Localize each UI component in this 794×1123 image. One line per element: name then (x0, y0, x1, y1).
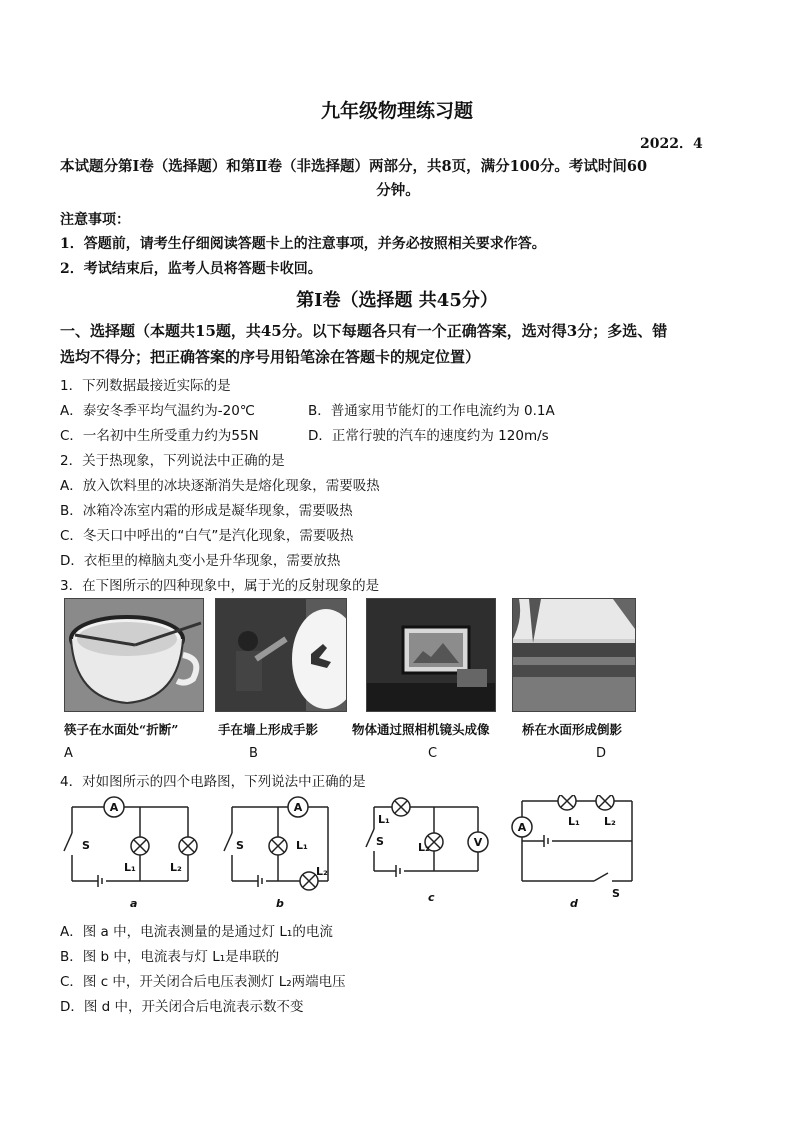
q2-option-d: D．衣柜里的樟脑丸变小是升华现象，需要放热 (60, 553, 341, 569)
circuit-d (512, 795, 632, 881)
q3-stem: 3．在下图所示的四种现象中，属于光的反射现象的是 (60, 578, 380, 594)
q4-circuit-diagrams (60, 795, 660, 915)
label-ammeter-d: A (517, 821, 527, 834)
photo-bridge-reflection (512, 598, 636, 712)
label-lamp1-a: L₁ (124, 861, 136, 874)
q4-option-c: C．图 c 中，开关闭合后电压表测灯 L₂两端电压 (60, 974, 346, 990)
q3-letter-a: A (64, 746, 73, 761)
label-switch-a: S (82, 839, 90, 852)
page-title: 九年级物理练习题 (320, 100, 473, 122)
photo-chopsticks-in-cup (64, 598, 204, 712)
intro-line-1: 本试题分第Ⅰ卷（选择题）和第Ⅱ卷（非选择题）两部分，共8页，满分100分。考试时间60 (60, 158, 648, 175)
q3-letter-d: D (596, 746, 607, 761)
intro-line-2: 分钟。 (376, 182, 420, 199)
notes-heading: 注意事项： (60, 212, 130, 228)
lamp-icon (558, 795, 576, 810)
q4-option-d: D．图 d 中，开关闭合后电流表示数不变 (60, 999, 304, 1015)
q3-caption-b: 手在墙上形成手影 (218, 722, 319, 737)
q2-stem: 2．关于热现象，下列说法中正确的是 (60, 453, 285, 469)
q4-stem: 4．对如图所示的四个电路图，下列说法中正确的是 (60, 774, 366, 790)
q3-letter-c: C (428, 746, 438, 761)
q4-option-a: A．图 a 中，电流表测量的是通过灯 L₁的电流 (60, 924, 333, 940)
q3-caption-a: 筷子在水面处“折断” (64, 722, 179, 737)
section-title: 第Ⅰ卷（选择题 共45分） (296, 290, 498, 311)
label-switch-c: S (376, 835, 384, 848)
part1-line-2: 选均不得分；把正确答案的序号用铅笔涂在答题卡的规定位置） (60, 348, 481, 366)
q3-caption-c: 物体通过照相机镜头成像 (352, 722, 490, 737)
note-1: 1．答题前，请考生仔细阅读答题卡上的注意事项，并务必按照相关要求作答。 (60, 236, 546, 252)
q2-option-b: B．冰箱冷冻室内霜的形成是凝华现象，需要吸热 (60, 503, 353, 519)
part1-line-1: 一、选择题（本题共15题，共45分。以下每题各只有一个正确答案，选对得3分；多选、错 (60, 322, 668, 340)
q3-letter-b: B (249, 746, 258, 761)
caption-circuit-a: a (130, 897, 138, 910)
circuit-c (366, 798, 488, 877)
q2-option-a: A．放入饮料里的冰块逐渐消失是熔化现象，需要吸热 (60, 478, 380, 494)
exam-date: 2022．4 (640, 136, 703, 152)
photo-camera-image (366, 598, 496, 712)
q1-option-d: D．正常行驶的汽车的速度约为 120m/s (308, 428, 549, 444)
label-switch-b: S (236, 839, 244, 852)
q3-caption-d: 桥在水面形成倒影 (522, 722, 623, 737)
q2-option-c: C．冬天口中呼出的“白气”是汽化现象，需要吸热 (60, 528, 354, 544)
label-ammeter-a: A (109, 801, 119, 814)
q1-option-a: A．泰安冬季平均气温约为-20℃ (60, 403, 255, 419)
q1-option-c: C．一名初中生所受重力约为55N (60, 428, 259, 444)
note-2: 2．考试结束后，监考人员将答题卡收回。 (60, 261, 322, 277)
lamp-icon (596, 795, 614, 810)
label-lamp1-c: L₁ (378, 813, 390, 826)
q1-stem: 1．下列数据最接近实际的是 (60, 378, 231, 394)
caption-circuit-d: d (570, 897, 578, 910)
exam-intro (60, 155, 736, 203)
label-lamp2-b: L₂ (316, 865, 328, 878)
label-ammeter-b: A (293, 801, 303, 814)
label-switch-d: S (612, 887, 620, 900)
photo-hand-shadow (215, 598, 347, 712)
part1-instructions (60, 318, 736, 370)
caption-circuit-b: b (276, 897, 284, 910)
q1-option-b: B．普通家用节能灯的工作电流约为 0.1A (308, 403, 555, 419)
label-voltmeter-c: V (473, 836, 483, 849)
caption-circuit-c: c (428, 891, 435, 904)
label-lamp1-d: L₁ (568, 815, 580, 828)
q4-option-b: B．图 b 中，电流表与灯 L₁是串联的 (60, 949, 280, 965)
label-lamp2-a: L₂ (170, 861, 182, 874)
label-lamp2-c: L₂ (418, 841, 430, 854)
label-lamp1-b: L₁ (296, 839, 308, 852)
label-lamp2-d: L₂ (604, 815, 616, 828)
